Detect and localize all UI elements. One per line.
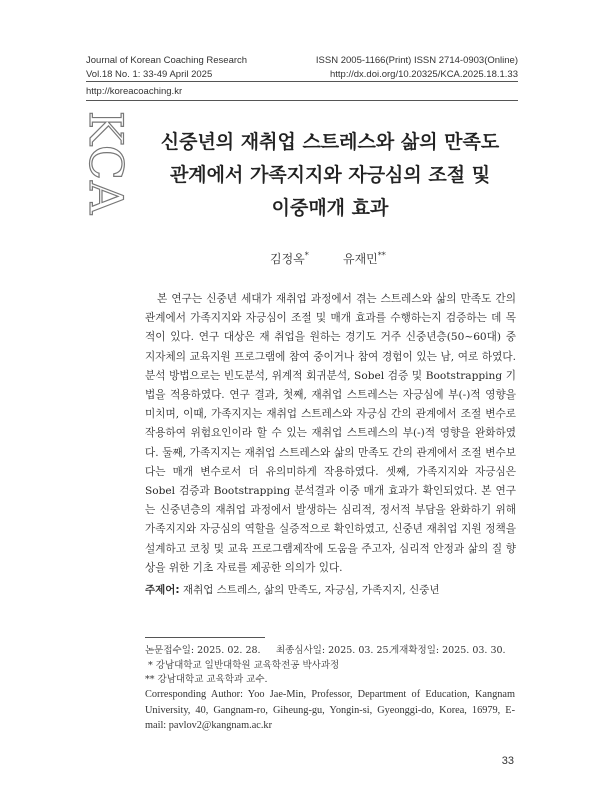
abstract-text: 본 연구는 신중년 세대가 재취업 과정에서 겪는 스트레스와 삶의 만족도 간의 관계에서 가족지지와 자긍심이 조절 및 매개 효과를 수행하는지 검증하는 데 목적이 있다. 연구 대상은 재 취업을 원하는 경기도 거주 신중년층(50~60대) 중 지자체의 교육지원 프로그램에 참여 중이거나 참여 경험이 있는 남, 여로 하였다. 분석 방법으로는 빈도분석, 위계적 회귀분석, Sobel 검증 및 Bootstrapping 기법을 적용하였다. 연구 결과, 첫째, 재취업 스트레스는 자긍심에 부(-)적 영향을 미치며, 이때, 가족지지는 재취업 스트레스와 자긍심 간의 관계에서 조절 변수로 작용하여 위험요인이라 할 수 있는 재취업 스트레스의 부(-)적 영향을 완화하였다. 둘째, 가족지지는 재취업 스트레스와 삶의 만족도 간의 관계에서 조절 변수보다는 매개 변수로서 더 유의미하게 작용하였다. 셋째, 가족지지와 자긍심은 Sobel 검증과 Bootstrapping 분석결과 이중 매개 효과가 확인되었다. 본 연구는 신중년층의 재취업 과정에서 발생하는 심리적, 정서적 부담을 완화하기 위해 가족지지와 자긍심의 역할을 실증적으로 확인하였고, 신중년 재취업 지원 정책을 설계하고 코칭 및 교육 프로그램제작에 도움을 주고자, 심리적 안정과 삶의 질 향상을 위한 기초 자료를 제공한 의의가 있다. [145,293,516,574]
received-date: 논문접수일: 2025. 02. 28. [145,645,261,656]
author-1-mark: * [304,251,309,260]
kca-logo [79,108,133,218]
author-2-name: 유재민 [343,252,378,266]
header-rule-lower [86,100,518,101]
author-2 [343,250,386,267]
kca-logo-text: KCA [79,110,133,216]
author-2-affiliation: ** 강남대학교 교육학과 교수. [145,674,268,685]
keywords-label: 주제어: [145,584,180,596]
author-1-affiliation: * 강남대학교 일반대학원 교육학전공 박사과정 [148,660,340,671]
reviewed-date: 최종심사일: 2025. 03. 25. [276,645,392,656]
title-line-2: 관계에서 가족지지와 자긍심의 조절 및 [169,164,491,186]
title-line-1: 신중년의 재취업 스트레스와 삶의 만족도 [160,131,500,153]
accepted-date: 게재확정일: 2025. 03. 30. [390,645,506,656]
keywords [145,582,440,597]
author-1-name: 김정옥 [270,252,305,266]
header-rule [86,81,518,82]
keywords-text: 재취업 스트레스, 삶의 만족도, 자긍심, 가족지지, 신중년 [182,584,440,596]
title-line-3: 이중매개 효과 [271,197,389,219]
volume-info: Vol.18 No. 1: 33-49 April 2025 [86,69,213,80]
journal-name: Journal of Korean Coaching Research [86,55,248,66]
page-number: 33 [501,755,514,767]
website-link[interactable]: http://koreacoaching.kr [86,86,183,97]
author-1 [270,250,309,267]
footnote-rule [145,637,265,638]
doi-link[interactable]: http://dx.doi.org/10.20325/KCA.2025.18.1.33 [329,69,518,80]
corresponding-author: Corresponding Author: Yoo Jae-Min, Professor, Department of Education, Kangnam University, 40, Gangnam-ro, Giheung-gu, Yongin-si, Gyeonggi-do, Korea, 16979, E-mail: pavlov2@kangnam.ac.kr [145,689,515,731]
issn-info: ISSN 2005-1166(Print) ISSN 2714-0903(Online) [315,55,518,66]
author-2-mark: ** [377,251,386,260]
